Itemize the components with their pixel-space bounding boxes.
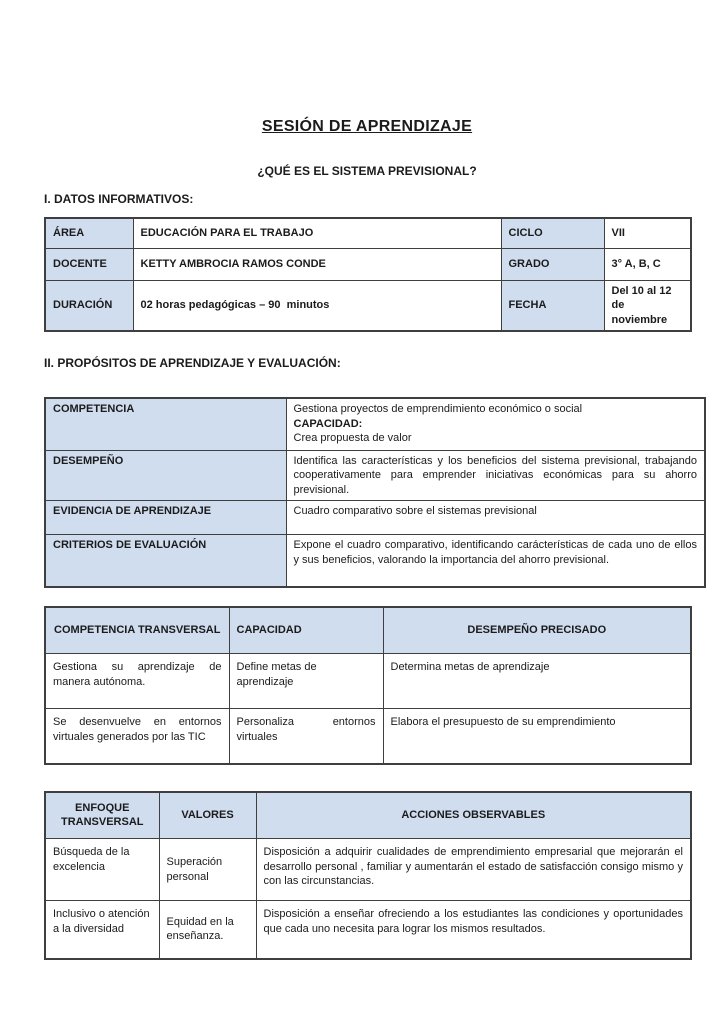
header-cell: ENFOQUE TRANSVERSAL: [45, 792, 159, 839]
body-cell: Disposición a enseñar ofreciendo a los estudiantes las condiciones y oportunidades que cada uno necesita para lograr los mismos resultados.: [256, 901, 691, 959]
competencia-transversal-table: [44, 606, 692, 765]
body-cell: Búsqueda de la excelencia: [45, 839, 159, 901]
row-label-cell: DESEMPEÑO: [45, 450, 286, 501]
enfoque-transversal-table: [44, 791, 692, 960]
header-cell: COMPETENCIA TRANSVERSAL: [45, 607, 229, 654]
table-row: [45, 398, 705, 450]
datos-informativos-table: [44, 217, 692, 332]
table-row: [45, 839, 691, 901]
table-header-row: [45, 792, 691, 839]
body-cell: Se desenvuelve en entornos virtuales generados por las TIC: [45, 709, 229, 764]
row-label-cell: FECHA: [501, 280, 604, 331]
table-row: [45, 535, 705, 587]
table-row: [45, 709, 691, 764]
row-value-cell: Identifica las características y los beneficios del sistema previsional, trabajando cooperativamente para emprender iniciativas económicas para su ahorro previsional.: [286, 450, 705, 501]
body-cell: Inclusivo o atención a la diversidad: [45, 901, 159, 959]
body-cell: Elabora el presupuesto de su emprendimiento: [383, 709, 691, 764]
body-cell: Superación personal: [159, 839, 256, 901]
capacidad-value: Crea propuesta de valor: [293, 432, 412, 445]
document-content: [0, 118, 724, 960]
table-row: [45, 901, 691, 959]
row-label-cell: CICLO: [501, 218, 604, 248]
body-cell: Gestiona su aprendizaje de manera autónoma.: [45, 654, 229, 709]
row-label-cell: DURACIÓN: [45, 280, 133, 331]
body-cell: Disposición a adquirir cualidades de emprendimiento empresarial que mejorarán el desarrollo personal , familiar y aumentarán el estado de satisfacción consigo mismo y con las circunstancias.: [256, 839, 691, 901]
table-row: [45, 654, 691, 709]
table-row: [45, 501, 705, 535]
table-row: [45, 248, 691, 280]
row-value-cell: Cuadro comparativo sobre el sistemas previsional: [286, 501, 705, 535]
competencia-line: Gestiona proyectos de emprendimiento económico o social: [293, 403, 583, 416]
row-label-cell: COMPETENCIA: [45, 398, 286, 450]
propositos-table: [44, 397, 706, 588]
row-label-cell: ÁREA: [45, 218, 133, 248]
row-value-cell: Del 10 al 12 de noviembre: [604, 280, 691, 331]
row-label-cell: CRITERIOS DE EVALUACIÓN: [45, 535, 286, 587]
header-cell: VALORES: [159, 792, 256, 839]
body-cell: Personaliza entornos virtuales: [229, 709, 383, 764]
header-cell: DESEMPEÑO PRECISADO: [383, 607, 691, 654]
row-value-cell: [286, 398, 705, 450]
capacidad-label: CAPACIDAD:: [293, 417, 363, 430]
body-cell: Determina metas de aprendizaje: [383, 654, 691, 709]
row-label-cell: GRADO: [501, 248, 604, 280]
row-value-cell: VII: [604, 218, 691, 248]
row-value-cell: 02 horas pedagógicas – 90 minutos: [133, 280, 501, 331]
body-cell: Define metas de aprendizaje: [229, 654, 383, 709]
page-title: SESIÓN DE APRENDIZAJE: [261, 118, 473, 135]
page-subtitle: ¿QUÉ ES EL SISTEMA PREVISIONAL?: [257, 164, 477, 178]
table-row: [45, 280, 691, 331]
table-row: [45, 218, 691, 248]
table-row: [45, 450, 705, 501]
row-value-cell: KETTY AMBROCIA RAMOS CONDE: [133, 248, 501, 280]
row-label-cell: DOCENTE: [45, 248, 133, 280]
row-label-cell: EVIDENCIA DE APRENDIZAJE: [45, 501, 286, 535]
header-cell: CAPACIDAD: [229, 607, 383, 654]
row-value-cell: EDUCACIÓN PARA EL TRABAJO: [133, 218, 501, 248]
section-heading-datos-informativos: I. DATOS INFORMATIVOS:: [44, 192, 194, 206]
body-cell: Equidad en la enseñanza.: [159, 901, 256, 959]
header-cell: ACCIONES OBSERVABLES: [256, 792, 691, 839]
table-header-row: [45, 607, 691, 654]
row-value-cell: Expone el cuadro comparativo, identificando carácterísticas de cada uno de ellos y sus beneficios, valorando la importancia del ahorro previsional.: [286, 535, 705, 587]
row-value-cell: 3° A, B, C: [604, 248, 691, 280]
section-heading-propositos: II. PROPÓSITOS DE APRENDIZAJE Y EVALUACIÓN:: [44, 356, 341, 371]
